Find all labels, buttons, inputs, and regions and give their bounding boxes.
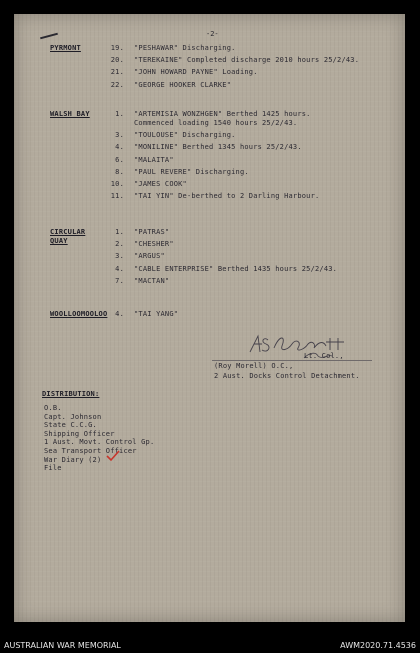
page-number: -2-	[206, 30, 219, 38]
berth-number: 7.	[115, 276, 124, 285]
berth-number: 11.	[110, 192, 124, 201]
red-tick-mark	[106, 450, 120, 462]
ship-entry: "TAI YIN" De-berthed to 2 Darling Harbour.	[134, 192, 320, 201]
footer-institution: AUSTRALIAN WAR MEMORIAL	[4, 641, 121, 650]
berth-number: 22.	[110, 80, 124, 89]
berth-number: 6.	[115, 155, 124, 164]
ship-entry: "GEORGE HOOKER CLARKE"	[134, 80, 232, 89]
berth-number: 8.	[115, 167, 124, 176]
ship-entry: "CHESHER"	[134, 240, 174, 249]
ship-entry: "PAUL REVERE" Discharging.	[134, 167, 249, 176]
berth-number: 19.	[110, 44, 124, 52]
distribution-item: 1 Aust. Movt. Control Gp.	[44, 438, 155, 447]
ship-entry: "JAMES COOK"	[134, 180, 187, 188]
berth-number: 20.	[110, 56, 124, 65]
signature-name: (Roy Morell) O.C.,	[214, 362, 294, 370]
signature-rank: Lt. Col.,	[304, 352, 344, 360]
ship-entry: "ARGUS"	[134, 252, 165, 261]
section-heading: CIRCULAR	[50, 228, 86, 236]
signature-unit: 2 Aust. Docks Control Detachment.	[214, 372, 360, 380]
distribution-item: File	[44, 464, 62, 473]
ship-entry: "MACTAN"	[134, 276, 170, 285]
ship-entry: "TOULOUSE" Discharging.	[134, 131, 236, 140]
ship-entry: "MONILINE" Berthed 1345 hours 25/2/43.	[134, 143, 302, 152]
berth-number: 21.	[110, 68, 124, 77]
ship-entry-continued: Commenced loading 1540 hours 25/2/43.	[134, 119, 298, 127]
berth-number: 2.	[115, 240, 124, 249]
berth-number: 1.	[115, 110, 124, 118]
distribution-item: War Diary (2)	[44, 455, 102, 464]
footer-accession-number: AWM2020.71.4536	[340, 641, 416, 650]
ship-entry: "PATRAS"	[134, 228, 170, 236]
berth-number: 3.	[115, 131, 124, 140]
distribution-item: Shipping Officer	[44, 429, 115, 438]
berth-number: 4.	[115, 143, 124, 152]
ship-entry: "MALAITA"	[134, 155, 174, 164]
section-heading: PYRMONT	[50, 44, 81, 52]
signature-rule	[212, 360, 372, 361]
berth-number: 3.	[115, 252, 124, 261]
section-heading: WALSH BAY	[50, 110, 90, 118]
berth-number: 4.	[115, 264, 124, 273]
berth-number: 10.	[110, 180, 124, 188]
distribution-item: Capt. Johnson	[44, 412, 102, 421]
berth-number: 4.	[115, 310, 124, 318]
distribution-heading: DISTRIBUTION:	[42, 390, 100, 398]
ship-entry: "TEREKAINE" Completed discharge 2010 hours 25/2/43.	[134, 56, 360, 65]
berth-number: 1.	[115, 228, 124, 236]
ship-entry: "CABLE ENTERPRISE" Berthed 1435 hours 25/2/43.	[134, 264, 338, 273]
section-heading-line2: QUAY	[50, 237, 68, 245]
section-heading: WOOLLOOMOOLOO	[50, 310, 108, 318]
ship-entry: "TAI YANG"	[134, 310, 179, 318]
ship-entry: "ARTEMISIA WONZHGEN" Berthed 1425 hours.	[134, 110, 311, 118]
distribution-item: State C.C.G.	[44, 421, 97, 430]
ship-entry: "JOHN HOWARD PAYNE" Loading.	[134, 68, 258, 77]
ship-entry: "PESHAWAR" Discharging.	[134, 44, 236, 52]
distribution-item: O.B.	[44, 404, 62, 412]
distribution-item: Sea Transport Officer	[44, 447, 137, 455]
